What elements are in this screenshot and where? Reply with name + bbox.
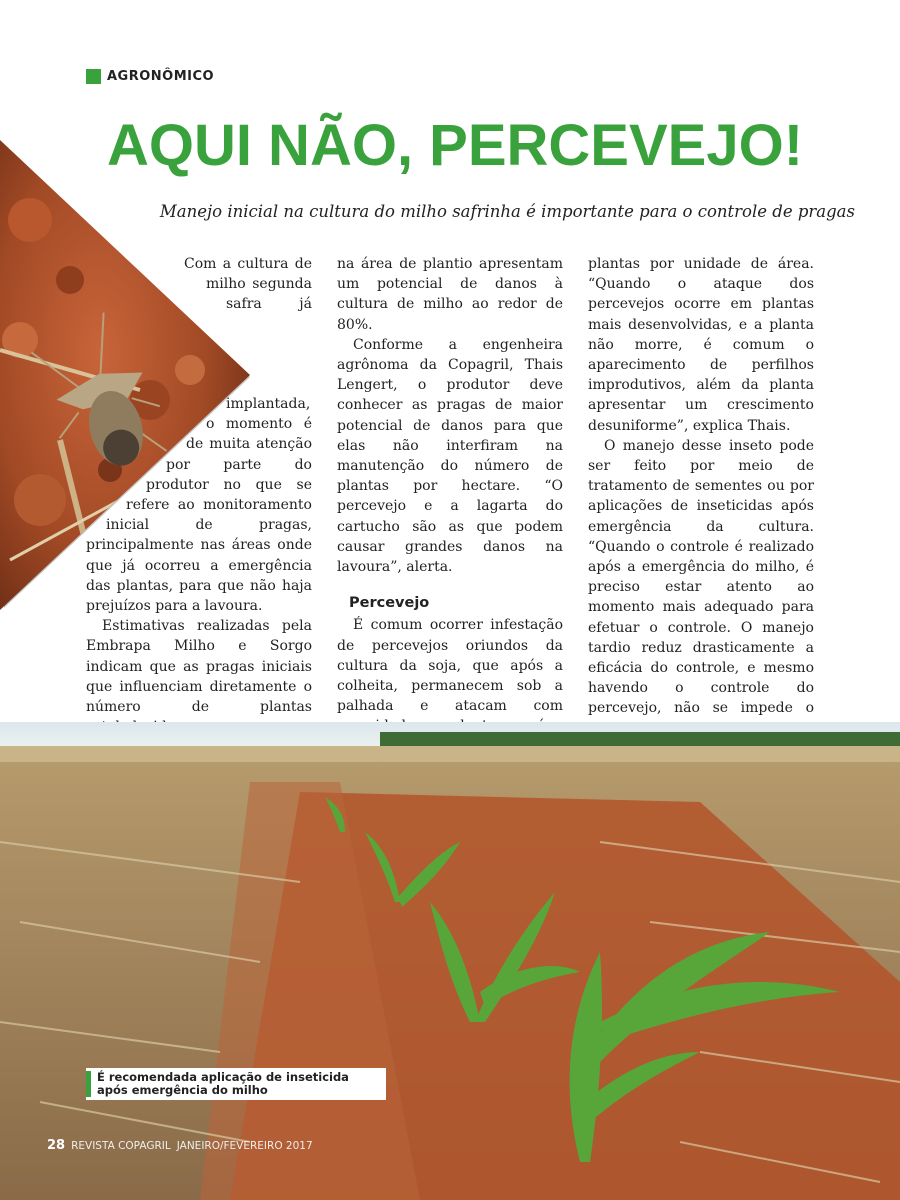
paragraph: Com a cultura de milho segunda safra já implantada, o momento é de muita atenção por parte do produtor no que se refere ao monitoramento inicial de pragas, principalmente nas áreas onde que já ocorreu a emergência das plantas, para que não haja prejuízos para a lavoura. bbox=[86, 256, 312, 615]
paragraph: O manejo desse inseto pode ser feito por meio de tratamento de sementes ou por aplicações de inseticidas após emergência da cultura. “Quando o controle é realizado após a emergência do milho, é preciso estar atento ao momento mais adequado para efetuar o controle. O manejo tardio reduz drasticamente a eficácia do controle, e mesmo havendo o controle do percevejo, não se impede o bbox=[588, 437, 814, 717]
caption-text: É recomendada aplicação de inseticida após emergência do milho bbox=[97, 1070, 349, 1097]
page-number: 28 bbox=[47, 1138, 66, 1153]
section-tag bbox=[86, 69, 214, 84]
paragraph: Conforme a engenheira agrônoma da Copagril, Thais Lengert, o produtor deve conhecer as pragas de maior potencial de danos para que elas não interfiram na manutenção do número de plantas por hectare. “O percevejo e a lagarta do cartucho são as que podem causar grandes danos na lavoura”, alerta. bbox=[337, 336, 563, 576]
subheading: Percevejo bbox=[349, 595, 430, 612]
paragraph: É comum ocorrer infestação de percevejos oriundos da cultura da soja, que após a colheita, permanecem sob a palhada e atacam com bbox=[337, 617, 563, 715]
article-subtitle: Manejo inicial na cultura do milho safrinha é importante para o controle de pragas bbox=[159, 202, 855, 221]
paragraph: plantas por unidade de área. “Quando o ataque dos percevejos ocorre em plantas mais desenvolvidas, e a planta não morre, é comum o aparecimento de perfilhos improdutivos, além da planta apresentar um crescimento desuniforme”, explica Thais. bbox=[588, 256, 814, 434]
issue-date: JANEIRO/FEVEREIRO 2017 bbox=[176, 1139, 313, 1152]
paragraph: Estimativas realizadas pela Embrapa Milho e Sorgo indicam que as pragas iniciais que influenciam diretamente o número de plantas bbox=[86, 618, 312, 716]
publication-name: REVISTA COPAGRIL bbox=[71, 1139, 171, 1152]
caption-marker bbox=[86, 1071, 91, 1097]
photo-caption bbox=[86, 1068, 386, 1100]
corn-field-photo bbox=[0, 722, 900, 1200]
column-3 bbox=[588, 254, 814, 739]
section-marker bbox=[86, 69, 101, 84]
column-2 bbox=[337, 254, 563, 797]
paragraph: na área de plantio apresentam um potencial de danos à cultura de milho ao redor de 80%. bbox=[337, 256, 563, 333]
column-1 bbox=[86, 254, 312, 737]
article-title: AQUI NÃO, PERCEVEJO! bbox=[106, 113, 804, 178]
section-label: AGRONÔMICO bbox=[107, 69, 215, 84]
page-footer bbox=[47, 1138, 313, 1153]
